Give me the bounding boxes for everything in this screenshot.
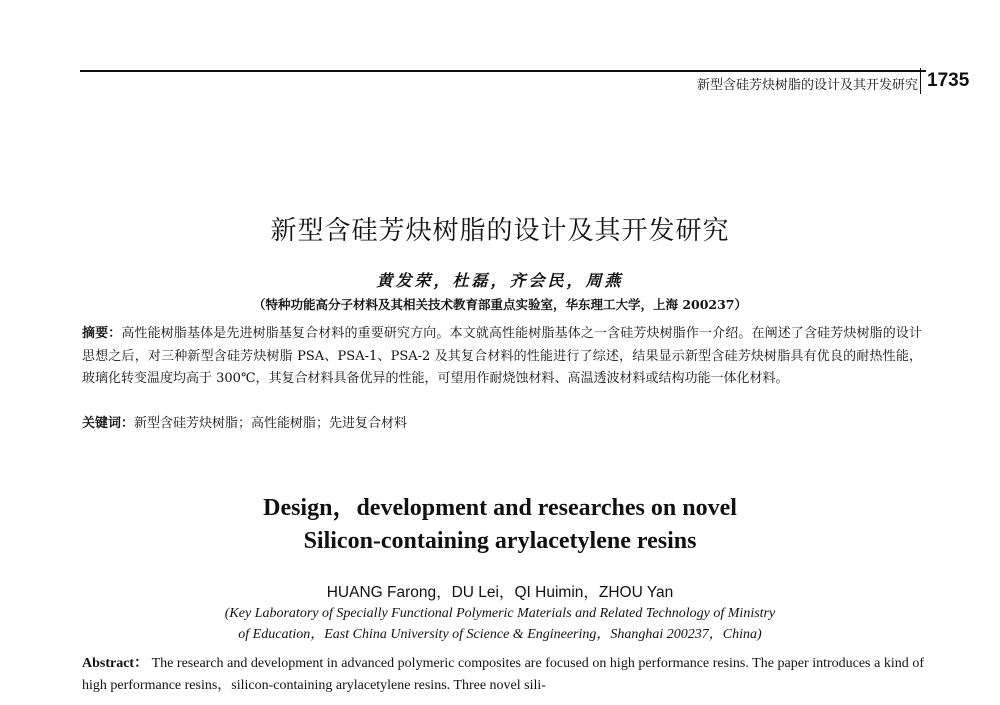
header-separator — [920, 68, 921, 94]
abstract-chinese-text: 高性能树脂基体是先进树脂基复合材料的重要研究方向。本文就高性能树脂基体之一含硅芳炔树脂作一介绍。在阐述了含硅芳炔树脂的设计思想之后，对三种新型含硅芳炔树脂 PSA、PSA-1、PSA-2 及其复合材料的性能进行了综述，结果显示新型含硅芳炔树脂具有优良的耐热性能，玻璃化转变温度均高于 300℃，其复合材料具备优异的性能，可望用作耐烧蚀材料、高温透波材料或结构功能一体化材料。 — [82, 326, 922, 386]
paper-title-english-line2: Silicon-containing arylacetylene resins — [303, 528, 697, 554]
paper-title-english-line1: Design，development and researches on novel — [263, 495, 737, 521]
header-rule — [80, 70, 926, 72]
abstract-chinese-label: 摘要： — [82, 326, 122, 341]
abstract-english-label: Abstract： — [82, 656, 149, 671]
abstract-english — [82, 653, 924, 697]
affiliation-english-line2: of Education，East China University of Science & Engineering，Shanghai 200237，China) — [238, 627, 762, 642]
authors-english: HUANG Farong，DU Lei，QI Huimin，ZHOU Yan — [326, 584, 674, 601]
running-title: 新型含硅芳炔树脂的设计及其开发研究 — [696, 78, 918, 93]
abstract-english-text: The research and development in advanced polymeric composites are focused on high performance resins. The paper introduces a kind of high performance resins，silicon-containing arylacetylene resins. Three novel sili- — [82, 656, 924, 693]
authors-chinese: 黄发荣，杜磊，齐会民，周燕 — [376, 271, 624, 290]
affiliation-english — [0, 603, 1000, 645]
affiliation-english-line1: (Key Laboratory of Specially Functional Polymeric Materials and Related Technology of Ministry — [224, 606, 776, 621]
keywords-chinese — [82, 413, 922, 435]
abstract-chinese — [82, 323, 922, 391]
page-number: 1735 — [927, 70, 970, 91]
keywords-chinese-label: 关键词： — [82, 416, 135, 431]
paper-title-chinese: 新型含硅芳炔树脂的设计及其开发研究 — [270, 216, 730, 246]
affiliation-chinese: （特种功能高分子材料及其相关技术教育部重点实验室，华东理工大学，上海 200237） — [252, 297, 748, 312]
keywords-chinese-text: 新型含硅芳炔树脂；高性能树脂；先进复合材料 — [134, 416, 408, 431]
paper-title-english — [0, 492, 1000, 558]
